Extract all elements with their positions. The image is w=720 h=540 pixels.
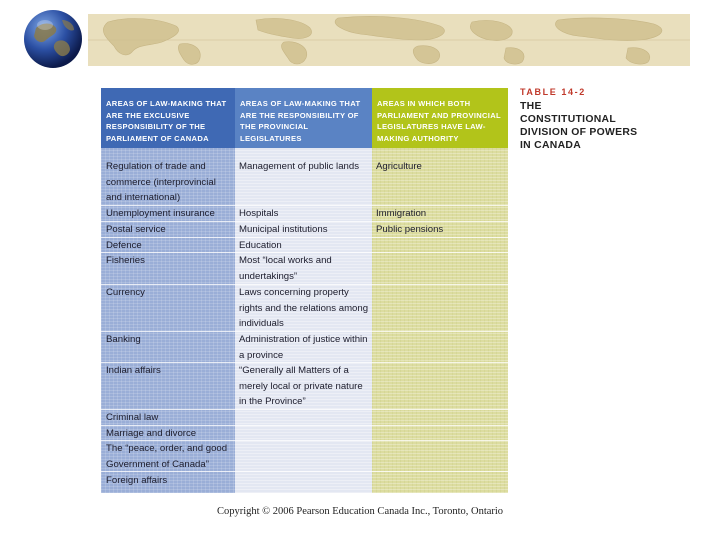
federal-item: Regulation of trade and commerce (interprovincial and international) xyxy=(106,161,216,204)
map-continents-icon xyxy=(88,14,690,66)
provincial-item: Education xyxy=(239,240,282,251)
copyright-footer: Copyright © 2006 Pearson Education Canada Inc., Toronto, Ontario xyxy=(216,506,504,517)
provincial-item: Hospitals xyxy=(239,208,279,219)
provincial-item: Management of public lands xyxy=(239,161,359,172)
federal-item: The “peace, order, and good Government of Canada” xyxy=(106,443,228,470)
federal-item: Banking xyxy=(106,334,141,345)
federal-item: Postal service xyxy=(106,224,166,235)
shared-item: Public pensions xyxy=(376,224,444,235)
shared-column xyxy=(372,88,508,493)
federal-item: Currency xyxy=(106,287,145,298)
globe-icon xyxy=(22,8,84,70)
header-shared: AREAS IN WHICH BOTH PARLIAMENT AND PROVINCIAL LEGISLATURES HAVE LAW-MAKING AUTHORITY xyxy=(372,88,508,148)
federal-item: Indian affairs xyxy=(106,365,161,376)
globe-logo xyxy=(22,8,84,70)
provincial-item: Municipal institutions xyxy=(239,224,328,235)
provincial-item: “Generally all Matters of a merely local or private nature in the Province” xyxy=(239,365,363,408)
header-federal: AREAS OF LAW-MAKING THAT ARE THE EXCLUSIVE RESPONSIBILITY OF THE PARLIAMENT OF CANADA xyxy=(101,88,235,148)
provincial-item: Laws concerning property rights and the relations among individuals xyxy=(239,287,369,330)
world-map-banner xyxy=(88,14,690,66)
table-title: THE CONSTITUTIONAL DIVISION OF POWERS IN CANADA xyxy=(520,101,638,151)
header-provincial: AREAS OF LAW-MAKING THAT ARE THE RESPONSIBILITY OF THE PROVINCIAL LEGISLATURES xyxy=(235,88,372,148)
table-label: TABLE 14-2 xyxy=(520,87,586,97)
provincial-item: Administration of justice within a province xyxy=(239,334,368,361)
federal-item: Foreign affairs xyxy=(106,475,168,486)
federal-item: Fisheries xyxy=(106,255,145,266)
federal-item: Defence xyxy=(106,240,142,251)
provincial-item: Most “local works and undertakings” xyxy=(239,255,332,282)
shared-item: Agriculture xyxy=(376,161,422,172)
federal-item: Unemployment insurance xyxy=(106,208,215,219)
shared-item: Immigration xyxy=(376,208,427,219)
federal-item: Marriage and divorce xyxy=(106,428,197,439)
federal-item: Criminal law xyxy=(106,412,159,423)
powers-table xyxy=(101,88,508,493)
